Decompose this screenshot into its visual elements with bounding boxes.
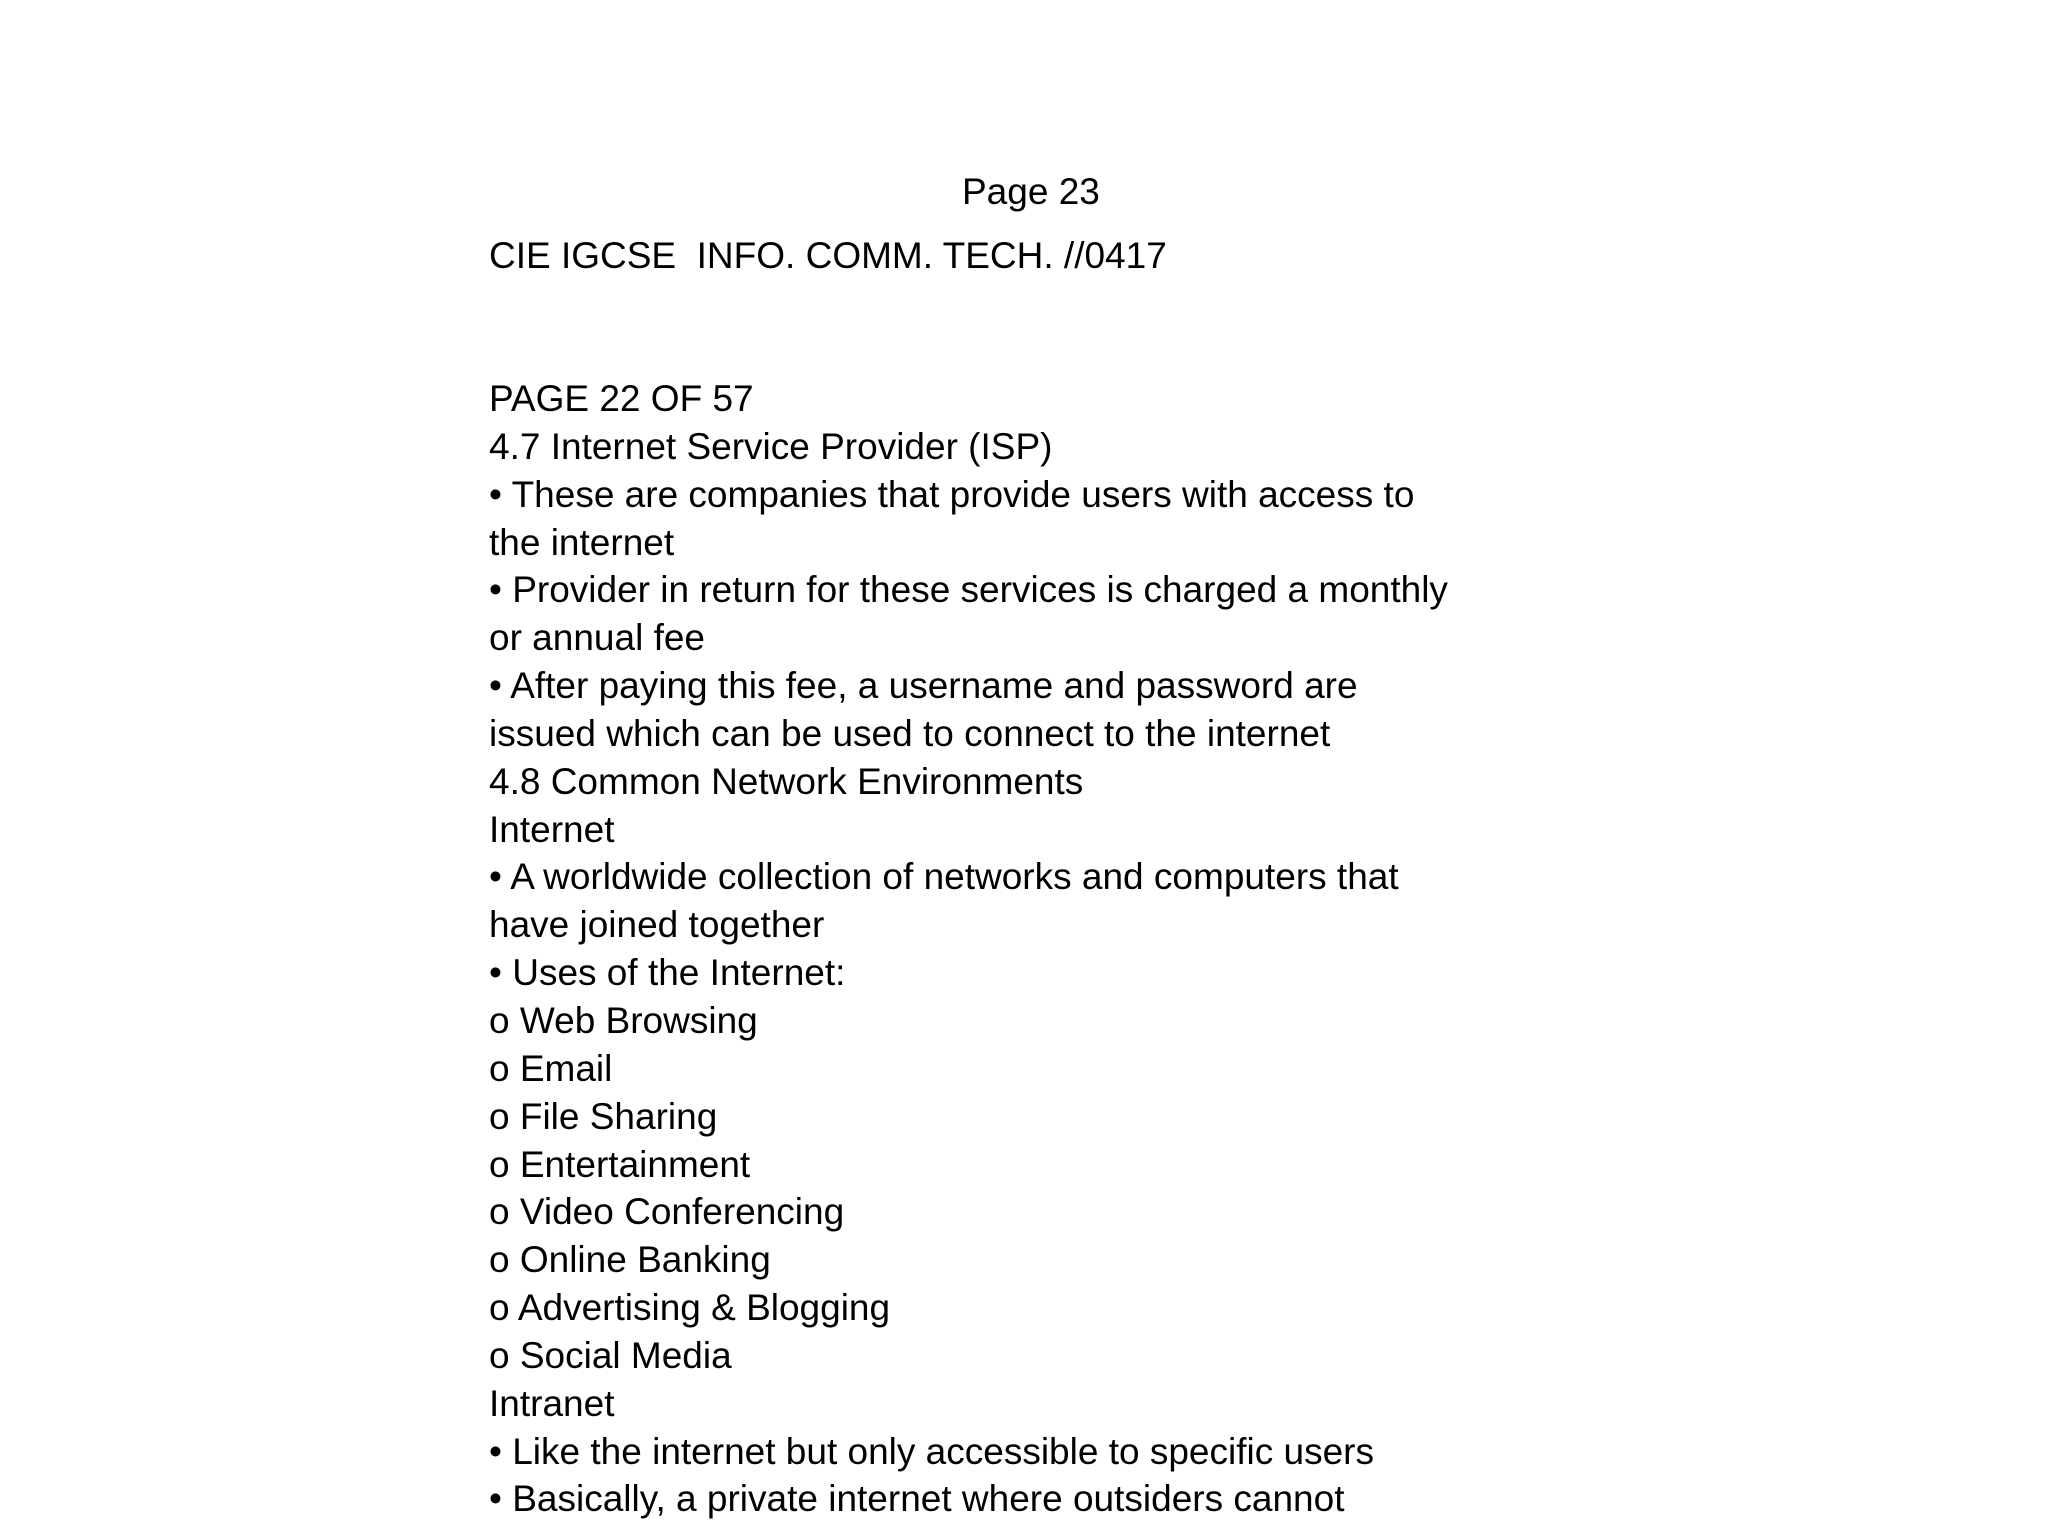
text-line: • After paying this fee, a username and password are	[489, 665, 1358, 707]
list-item: o Web Browsing	[489, 999, 758, 1041]
list-item: o Email	[489, 1047, 613, 1089]
section-heading-isp: 4.7 Internet Service Provider (ISP)	[489, 425, 1053, 467]
text-line: the internet	[489, 521, 675, 563]
text-line: • A worldwide collection of networks and computers that	[489, 856, 1399, 898]
text-line: issued which can be used to connect to the internet	[489, 712, 1331, 754]
text-line: have joined together	[489, 904, 825, 946]
subheading-internet: Internet	[489, 808, 615, 850]
list-item: o Advertising & Blogging	[489, 1287, 891, 1329]
list-item: o Video Conferencing	[489, 1191, 845, 1233]
page-counter: PAGE 22 OF 57	[489, 378, 754, 419]
text-line: • Uses of the Internet:	[489, 952, 846, 994]
section-heading-network-environments: 4.8 Common Network Environments	[489, 760, 1084, 802]
list-item: o Online Banking	[489, 1239, 771, 1281]
page-number: Page 23	[962, 171, 1100, 212]
document-body	[489, 375, 1549, 1523]
list-item: o File Sharing	[489, 1095, 718, 1137]
text-line: or annual fee	[489, 617, 706, 659]
text-line: • These are companies that provide users with access to	[489, 473, 1415, 515]
list-item: o Entertainment	[489, 1143, 751, 1185]
text-line: • Provider in return for these services is charged a monthly	[489, 569, 1448, 611]
document-header: CIE IGCSE INFO. COMM. TECH. //0417	[489, 235, 1167, 276]
text-line: • Basically, a private internet where outsiders cannot	[489, 1478, 1345, 1520]
subheading-intranet: Intranet	[489, 1382, 615, 1424]
list-item: o Social Media	[489, 1334, 732, 1376]
text-line: • Like the internet but only accessible to specific users	[489, 1430, 1374, 1472]
